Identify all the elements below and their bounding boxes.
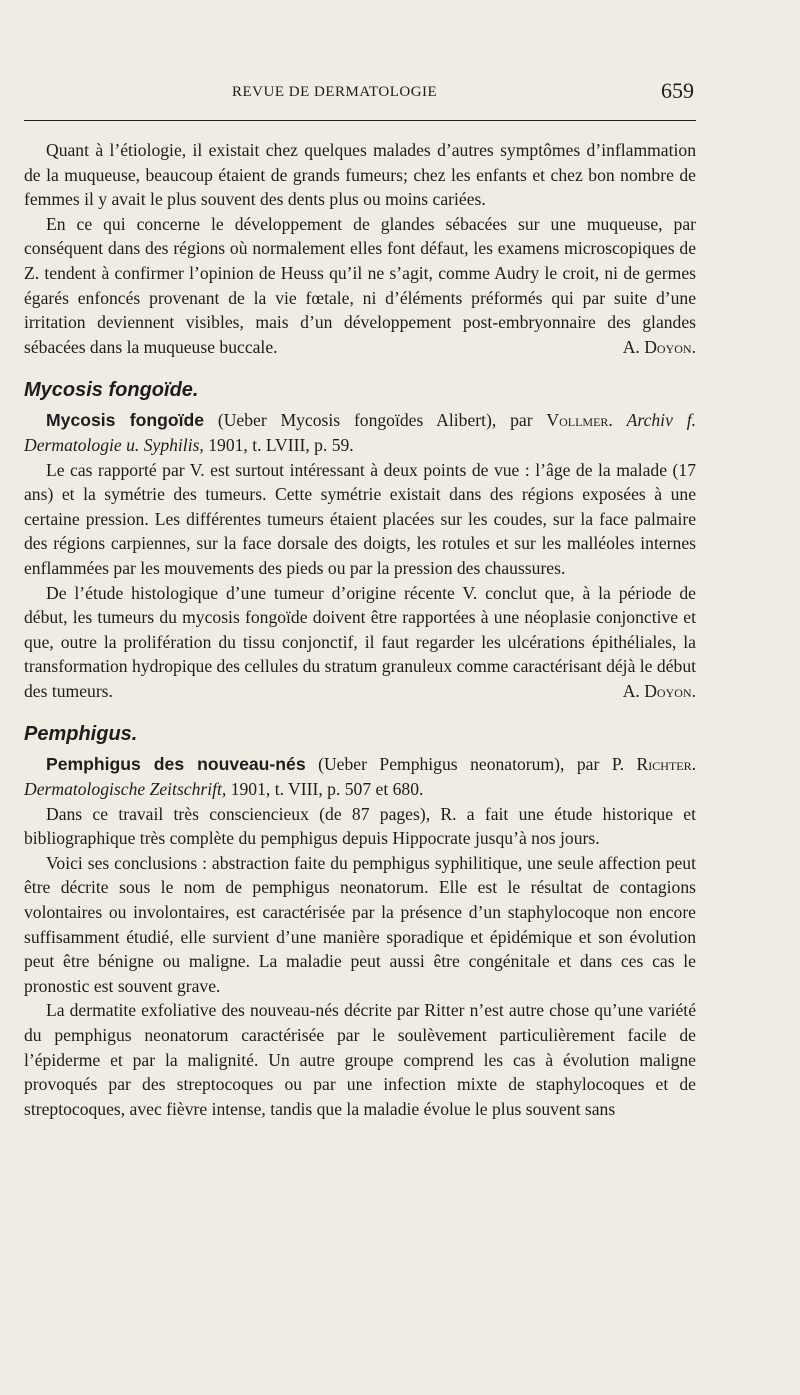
mycosis-paragraph-2-text: De l’étude histologique d’une tumeur d’origine récente V. conclut que, à la période de début, les tumeurs du mycosis fongoïde doivent être rapportées à une néoplasie conjonctive et que, outre la prolifération du tissu conjonctif, il faut regarder les ulcérations épithéliales, la transformation hydropique des cellules du stratum granuleux comme caractérisant déjà le début des tumeurs. <box>24 582 696 701</box>
page-body <box>24 138 696 1121</box>
mycosis-article-title: Mycosis fongoïde <box>46 410 205 431</box>
running-title: REVUE DE DERMATOLOGIE <box>232 84 438 100</box>
mycosis-citation: 1901, t. LVIII, p. 59. <box>203 434 354 455</box>
intro-paragraph-1: Quant à l’étiologie, il existait chez quelques malades d’autres symptômes d’inflammation de la muqueuse, beaucoup étaient de grands fumeurs; chez les enfants et chez bon nombre de femmes il y avait le plus souvent des dents plus ou moins cariées. <box>24 140 696 210</box>
pemphigus-paragraph-1: Dans ce travail très consciencieux (de 87 pages), R. a fait une étude historique et bibliographique très complète du pemphigus depuis Hippocrate jusqu’à nos jours. <box>24 803 696 849</box>
mycosis-author: Vollmer. <box>546 410 613 431</box>
pemphigus-article-title: Pemphigus des nouveau-nés <box>46 754 306 775</box>
mycosis-paragraph-2 <box>24 581 696 704</box>
pemphigus-journal: Dermatologische Zeitschrift, <box>24 779 227 800</box>
mycosis-article-subtitle: (Ueber Mycosis fongoïdes Alibert), par <box>204 410 547 431</box>
intro-signature: A. Doyon. <box>622 336 696 357</box>
mycosis-paragraph-1: Le cas rapporté par V. est surtout intéressant à deux points de vue : l’âge de la malade (17 ans) et la symétrie des tumeurs. Cette symétrie existait dans des régions exposées à une certaine pression. Les différentes tumeurs étaient placées sur les coudes, sur la face palmaire des régions carpiennes, sur la face dorsale des doigts, les rotules et sur les malléoles internes enflammées par les mouvements des pieds ou par la pression des chaussures. <box>24 459 696 578</box>
pemphigus-paragraph-3: La dermatite exfoliative des nouveau-nés décrite par Ritter n’est autre chose qu’une variété du pemphigus neonatorum caractérisée par le soulèvement particulièrement facile de l’épiderme et par la malignité. Un autre groupe comprend les cas à évolution maligne provoqués par des streptocoques ou par une infection mixte de staphylocoques et de streptocoques, avec fièvre intense, tandis que la maladie évolue le plus souvent sans <box>24 1000 696 1119</box>
section-title-pemphigus: Pemphigus. <box>24 723 138 746</box>
intro-paragraph-2-text: En ce qui concerne le développement de glandes sébacées sur une muqueuse, par conséquent dans des régions où normalement elles font défaut, les examens microscopiques de Z. tendent à confirmer l’opinion de Heuss qu’il ne s’agit, comme Audry le croit, ni de germes égarés enfoncés provenant de la vie fœtale, ni d’éléments préformés qui par suite d’une irritation deviennent visibles, mais d’un développement post-embryonnaire des glandes sébacées dans la muqueuse buccale. <box>24 213 696 357</box>
mycosis-journal: Archiv f. Dermatologie u. Syphilis, <box>24 410 696 455</box>
pemphigus-author: Richter. <box>636 754 697 775</box>
section-title-mycosis: Mycosis fongoïde. <box>24 379 199 402</box>
pemphigus-citation: 1901, t. VIII, p. 507 et 680. <box>226 779 424 800</box>
mycosis-signature: A. Doyon. <box>622 680 696 701</box>
pemphigus-reference <box>24 752 696 801</box>
page-number: 659 <box>661 78 694 103</box>
pemphigus-paragraph-2: Voici ses conclusions : abstraction faite du pemphigus syphilitique, une seule affection peut être décrite sous le nom de pemphigus neonatorum. Elle est le résultat de contagions volontaires ou involontaires, est caractérisée par la présence d’un staphylocoque non encore suffisamment étudié, elle survient d’une manière sporadique et épidémique et son évolution peut être bénigne ou maligne. La maladie peut aussi être congénitale et dans ces cas le pronostic est souvent grave. <box>24 852 696 996</box>
pemphigus-article-subtitle: (Ueber Pemphigus neonatorum), par P. <box>305 754 637 775</box>
intro-paragraph-2 <box>24 212 696 360</box>
mycosis-reference <box>24 408 696 457</box>
page-header <box>24 78 696 108</box>
header-rule <box>24 120 696 121</box>
